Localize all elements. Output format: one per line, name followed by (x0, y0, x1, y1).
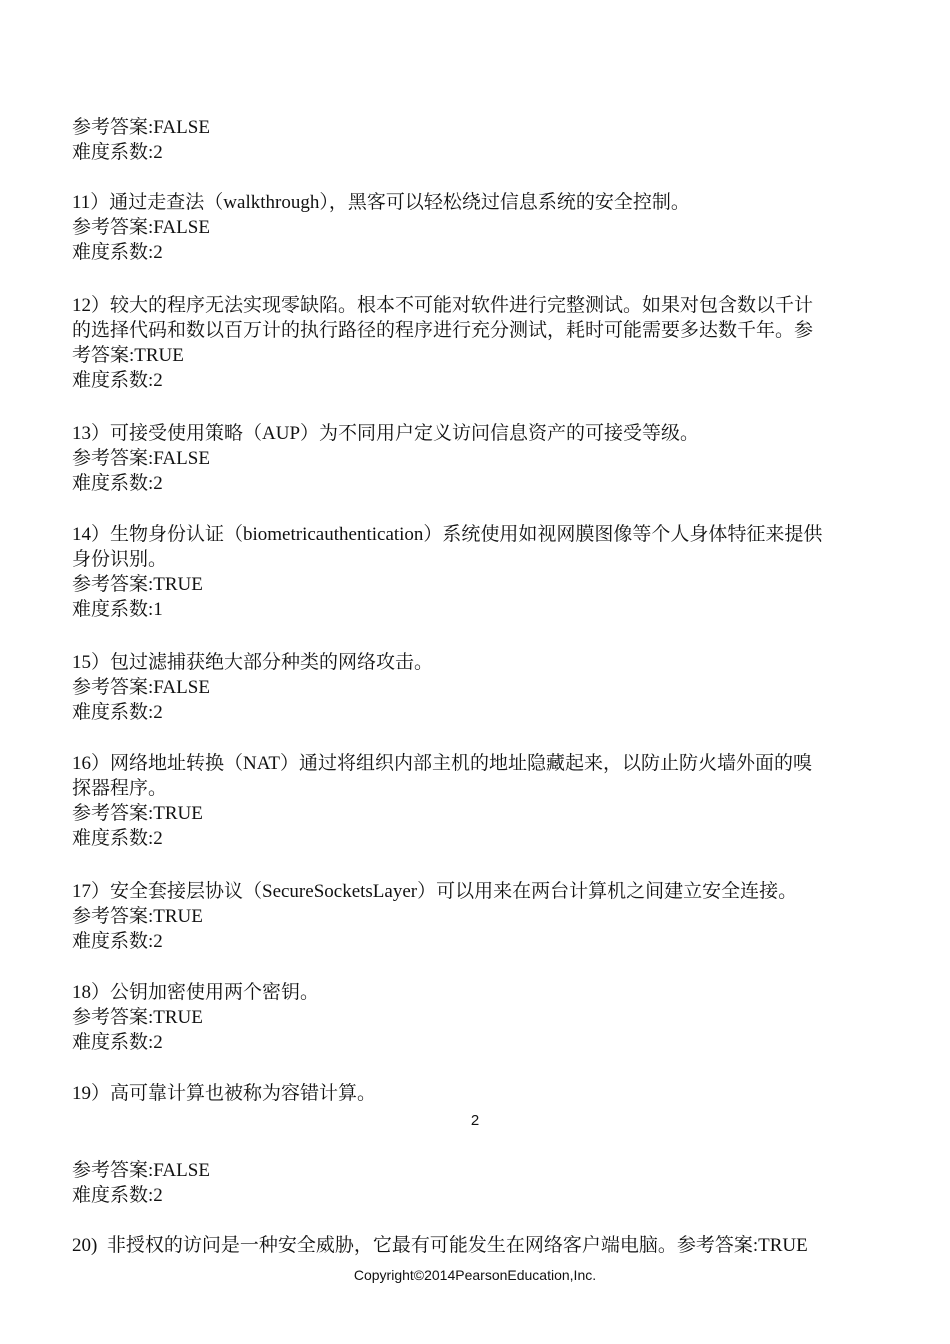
answer-line: 参考答案:TRUE (72, 1007, 203, 1028)
difficulty-line: 难度系数:1 (72, 599, 163, 620)
question-text: 18）公钥加密使用两个密钥。 (72, 982, 320, 1003)
question-text: 13）可接受使用策略（AUP）为不同用户定义访问信息资产的可接受等级。 (72, 423, 700, 444)
question-11 (72, 190, 872, 265)
difficulty-line: 难度系数:2 (72, 242, 163, 263)
difficulty-line: 难度系数:2 (72, 473, 163, 494)
question-19 (72, 1081, 872, 1106)
difficulty-line: 难度系数:2 (72, 1185, 163, 1206)
question-10-answer (72, 115, 872, 165)
question-15 (72, 650, 872, 725)
page-number: 2 (470, 1112, 480, 1129)
question-12 (72, 293, 872, 393)
copyright-footer: Copyright©2014PearsonEducation,Inc. (353, 1267, 597, 1283)
question-text: 11）通过走查法（walkthrough），黑客可以轻松绕过信息系统的安全控制。 (72, 192, 690, 213)
question-text: 的选择代码和数以百万计的执行路径的程序进行充分测试，耗时可能需要多达数千年。参 (72, 320, 814, 341)
question-text: 16）网络地址转换（NAT）通过将组织内部主机的地址隐藏起来，以防止防火墙外面的嗅 (72, 753, 812, 774)
answer-line: 参考答案:FALSE (72, 117, 210, 138)
answer-line: 考答案:TRUE (72, 345, 184, 366)
difficulty-line: 难度系数:2 (72, 702, 163, 723)
answer-line: 参考答案:FALSE (72, 1160, 210, 1181)
answer-line: 参考答案:FALSE (72, 217, 210, 238)
answer-line: 参考答案:FALSE (72, 448, 210, 469)
answer-line: 参考答案:TRUE (72, 906, 203, 927)
answer-line: 参考答案:FALSE (72, 677, 210, 698)
difficulty-line: 难度系数:2 (72, 1032, 163, 1053)
difficulty-line: 难度系数:2 (72, 142, 163, 163)
answer-line: 参考答案:TRUE (72, 574, 203, 595)
question-17 (72, 879, 872, 954)
difficulty-line: 难度系数:2 (72, 370, 163, 391)
question-text: 14）生物身份认证（biometricauthentication）系统使用如视网膜图像等个人身体特征来提供 (72, 524, 823, 545)
question-16 (72, 751, 872, 851)
question-19-answer (72, 1158, 872, 1208)
difficulty-line: 难度系数:2 (72, 828, 163, 849)
difficulty-line: 难度系数:2 (72, 931, 163, 952)
question-text: 17）安全套接层协议（SecureSocketsLayer）可以用来在两台计算机之间建立安全连接。 (72, 881, 798, 902)
answer-line: 参考答案:TRUE (72, 803, 203, 824)
question-20 (72, 1233, 872, 1258)
question-text: 15）包过滤捕获绝大部分种类的网络攻击。 (72, 652, 434, 673)
question-18 (72, 980, 872, 1055)
question-text: 19）高可靠计算也被称为容错计算。 (72, 1083, 377, 1104)
question-text: 身份识别。 (72, 549, 168, 570)
question-14 (72, 522, 872, 622)
question-text: 探器程序。 (72, 778, 168, 799)
question-13 (72, 421, 872, 496)
question-text: 12）较大的程序无法实现零缺陷。根本不可能对软件进行完整测试。如果对包含数以千计 (72, 295, 814, 316)
question-text: 20) 非授权的访问是一种安全威胁，它最有可能发生在网络客户端电脑。参考答案:TRUE (72, 1235, 808, 1256)
